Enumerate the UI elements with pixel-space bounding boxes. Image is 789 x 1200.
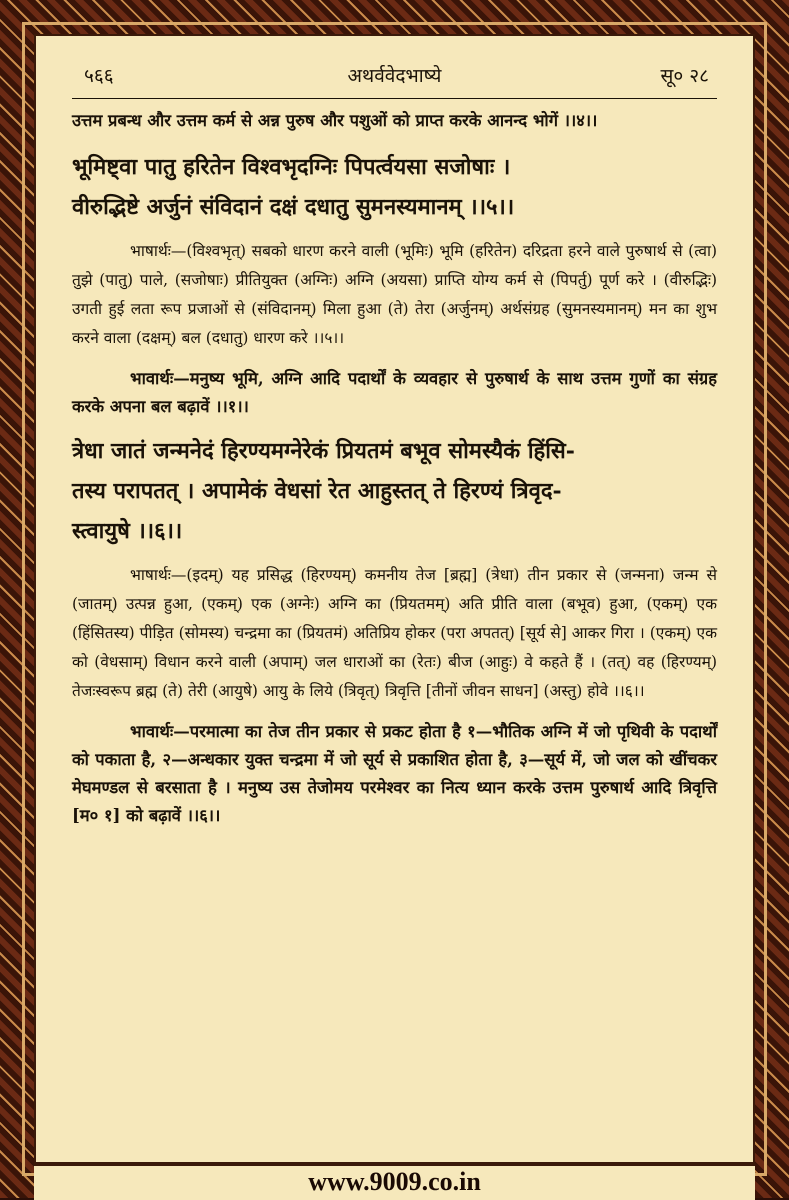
page-number: ५६६ [84, 65, 114, 87]
document-page [34, 34, 755, 1164]
mantra-5-line-1: भूमिष्ट्वा पातु हरितेन विश्वभृदग्निः पिपर्त्वयसा सजोषाः । [72, 154, 511, 180]
mantra-5-line-2: वीरुद्भिष्टे अर्जुनं संविदानं दक्षं दधातु सुमनस्यमानम् ।।५।। [72, 194, 515, 220]
website-url[interactable]: www.9009.co.in [308, 1167, 481, 1196]
mantra-6 [72, 431, 717, 551]
header-rule [72, 98, 717, 99]
intro-prose: उत्तम प्रबन्ध और उत्तम कर्म से अन्न पुरुष और पशुओं को प्राप्त करके आनन्द भोगें ।।४।। [72, 111, 598, 130]
page-header [72, 62, 717, 92]
bhashartha-6: भाषार्थः—(इदम्) यह प्रसिद्ध (हिरण्यम्) कमनीय तेज [ब्रह्म] (त्रेधा) तीन प्रकार से (जन्मना) जन्म से (जातम्) उत्पन्न हुआ, (एकम्) एक (अग्नेः) अग्नि का (प्रियतमम्) अति प्रीति वाला (बभूव) हुआ, (एकम्) एक (हिंसितस्य) पीड़ित (सोमस्य) चन्द्रमा का (प्रियतमं) अतिप्रिय होकर (परा अपतत्) [सूर्य से] आकर गिरा । (एकम्) एक को (वेधसाम्) विधान करने वाली (अपाम्) जल धाराओं का (रेतः) बीज (आहुः) वे कहते हैं । (तत्) वह (हिरण्यम्) तेजःस्वरूप ब्रह्म (ते) तेरी (आयुषे) आयु के लिये (त्रिवृत्) त्रिवृत्ति [तीनों जीवन साधन] (अस्तु) होवे ।।६।। [72, 566, 717, 700]
mantra-6-line-2: तस्य परापतत् । अपामेकं वेधसां रेत आहुस्तत् ते हिरण्यं त्रिवृद- [72, 478, 562, 504]
book-title: अथर्ववेदभाष्ये [347, 65, 442, 87]
sukta-number: सू० २८ [660, 65, 709, 87]
website-footer [34, 1164, 755, 1200]
bhavartha-5: भावार्थः—मनुष्य भूमि, अग्नि आदि पदार्थों के व्यवहार से पुरुषार्थ के साथ उत्तम गुणों का संग्रह करके अपना बल बढ़ावें ।।१।। [72, 369, 717, 416]
bhashartha-5: भाषार्थः—(विश्वभृत्) सबको धारण करने वाली (भूमिः) भूमि (हरितेन) दरिद्रता हरने वाले पुरुषार्थ से (त्वा) तुझे (पातु) पाले, (सजोषाः) प्रीतियुक्त (अग्निः) अग्नि (अयसा) प्राप्ति योग्य कर्म से (पिपर्तु) पूर्ण करे । (वीरुद्भिः) उगती हुई लता रूप प्रजाओं से (संविदानम्) मिला हुआ (ते) तेरा (अर्जुनम्) अर्थसंग्रह (सुमनस्यमानम्) मन का शुभ करने वाला (दक्षम्) बल (दधातु) धारण करे ।।५।। [72, 242, 717, 347]
mantra-5 [72, 147, 717, 227]
bhavartha-6: भावार्थः—परमात्मा का तेज तीन प्रकार से प्रकट होता है १—भौतिक अग्नि में जो पृथिवी के पदार्थों को पकाता है, २—अन्धकार युक्त चन्द्रमा में जो सूर्य से प्रकाशित होता है, ३—सूर्य में, जो जल को खींचकर मेघमण्डल से बरसाता है । मनुष्य उस तेजोमय परमेश्वर का नित्य ध्यान करके उत्तम पुरुषार्थ आदि त्रिवृत्ति [म० १] को बढ़ावें ।।६।। [72, 722, 717, 825]
mantra-6-line-3: स्त्वायुषे ।।६।। [72, 518, 183, 544]
mantra-6-line-1: त्रेधा जातं जन्मनेदं हिरण्यमग्नेरेकं प्रियतमं बभूव सोमस्यैकं हिंसि- [72, 438, 575, 464]
